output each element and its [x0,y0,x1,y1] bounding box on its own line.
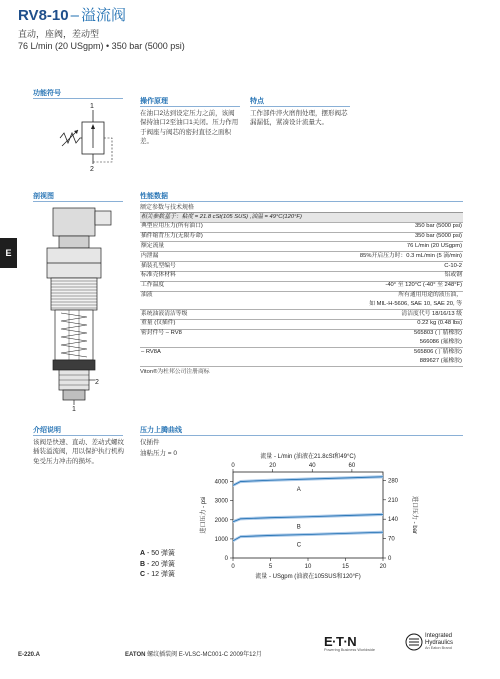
product-subtitle: 直动，座阀，差动型 [18,29,100,39]
spec-row [140,348,463,357]
legend-item-c [140,570,175,581]
divider [33,98,123,99]
ih-line3: An Eaton Brand [425,646,452,651]
spec-label [140,300,263,309]
divider [33,435,123,436]
legend-letter: A [140,550,146,557]
divider [140,435,463,436]
spec-label: – RV8A [141,348,161,355]
y-tick-label: 3000 [214,498,228,505]
graph-intro-line2: 油粘压力 = 0 [140,450,178,457]
page-number: E-220.A [18,652,41,658]
legend-item-b [140,560,175,571]
spec-row [140,222,463,232]
series-label: A [296,487,301,494]
symbol-port-1: 1 [90,103,94,110]
y2-tick-label: 210 [388,497,399,504]
spec-table-wrap [140,213,463,377]
top-tick-label: 0 [231,463,235,469]
title-dash: – [70,7,79,24]
divider [140,201,463,202]
spec-row [140,252,463,262]
description-text: 该阀是快速、直动、差动式螺纹插装溢流阀，用以保护执行机构免受压力冲击的损坏。 [33,439,124,465]
model-number: RV8-10 [18,7,69,24]
spec-label: 标准壳体材料 [140,271,263,281]
spec-label: 插装孔型编号 [140,262,263,272]
spec-value: -40° 至 120°C (-40° 至 248°F) [263,281,463,291]
top-tick-label: 40 [308,463,316,469]
spec-row [140,281,463,291]
spec-value: 85%开启压力时：0.3 mL/min (5 滴/min) [263,252,463,262]
top-axis-label: 流量 - L/min (油液在21.8cSt和49°C) [260,454,356,460]
spec-label: 插件缩背压力(无限寿命) [140,232,263,242]
spec-row [140,310,463,320]
spec-value: 清洁度代号 18/16/13 级 [263,310,463,320]
pressure-curve-section-label: 压力上腾曲线 [140,427,182,434]
operation-section-label: 操作原理 [140,98,168,105]
legend-text: - 20 弹簧 [145,560,176,568]
x-tick-label: 15 [342,564,349,570]
legend-text: - 12 弹簧 [145,571,176,578]
cutaway-port-2: 2 [95,379,99,386]
cutaway-port-1: 1 [72,406,76,413]
cutaway-section-label: 剖视图 [33,193,54,200]
x-axis-label: 流量 - USgpm (油液在105SUS和120°F) [255,574,361,580]
eaton-logo: E·T·N [324,634,357,649]
eaton-tagline: Powering Business Worldwide [324,648,376,652]
performance-section-label: 性能数据 [140,193,168,200]
divider [250,106,350,107]
features-text: 工作部件淬火磨削处理，摆形阀芯漏漏低，紧凑设计流量大。 [250,110,348,127]
spec-label: 典型应用压力(所有油口) [140,222,263,232]
spec-label: 重量 (仅插件) [140,319,263,329]
y2-tick-label: 140 [388,517,399,524]
y-tick-label: 4000 [214,479,228,486]
integrated-hydraulics-logo [425,633,453,650]
legend-letter: C [140,571,146,578]
spec-row [140,357,463,366]
spec-row [140,319,463,329]
spec-value: C-10-2 [263,262,463,272]
spec-label: 额定流量 [140,242,263,252]
footer-doc-text: 螺纹插装阀 E-VLSC-MC001-C 2009年12月 [145,652,262,658]
series-label: C [296,542,302,549]
graph-intro-line1: 仅插件 [140,439,160,446]
spec-label: 密封件号 – RV8 [141,330,182,337]
spring-legend [140,549,175,581]
x-tick-label: 20 [379,564,387,570]
spec-value: 565803 (丁腈橡胶) [413,330,462,337]
spec-table [140,213,463,367]
product-name: 溢流阀 [80,7,126,24]
top-tick-label: 60 [348,463,356,469]
pressure-flow-chart [195,440,470,585]
operation-text: 在油口2达到设定压力之前，该阀保持油口2至油口1关闭。压力作用于阀座与阀芯的密封直径之面积差。 [140,110,239,146]
y2-tick-label: 280 [388,478,399,485]
y-tick-label: 0 [224,556,228,562]
spec-row [140,329,463,338]
y2-axis-label: 进口压力 - bar [411,495,417,535]
x-tick-label: 5 [268,564,273,570]
spec-value: 所有通用用途的液压油， [398,292,462,298]
symbol-section-label: 功能符号 [33,90,61,97]
top-tick-label: 20 [269,463,276,469]
spec-row [140,291,463,300]
spec-row [140,242,463,252]
description-section-label: 介绍说明 [33,427,61,434]
spec-header: 相关参数基于：粘度 = 21.8 cSt(105 SUS) ,油温 = 49°C(120°F) [140,213,463,222]
spec-value: 566086 (氟橡胶) [263,339,463,348]
legend-item-a [140,549,175,560]
product-rating: 76 L/min (20 USgpm) • 350 bar (5000 psi) [18,41,185,51]
spec-value: 565806 (丁腈橡胶) [413,348,462,355]
x-tick-label: 10 [304,564,312,570]
spec-row [140,300,463,309]
symbol-port-2: 2 [90,166,94,173]
spec-value: 76 L/min (20 USgpm) [263,242,463,252]
spec-label [140,357,263,366]
spec-caption: 额定参数与技术规格 [140,205,195,211]
y2-tick-label: 0 [388,556,392,562]
spec-label: 系统油液清洁等级 [140,310,263,320]
footer-doc [125,651,262,659]
spec-label: 油液 [141,292,153,298]
spec-value: 889627 (氟橡胶) [263,357,463,366]
spec-value: 铝或钢 [263,271,463,281]
series-label: B [296,524,301,531]
spec-row [140,262,463,272]
spec-footnote: Viton®为杜邦公司注册商标 [140,369,210,375]
divider [140,106,240,107]
ih-line2: Hydraulics [425,639,454,646]
spec-row [140,339,463,348]
y2-tick-label: 70 [388,536,395,543]
spec-label [140,339,263,348]
spec-label: 内泄漏 [140,252,263,262]
spec-value: 350 bar (5000 psi) [263,222,463,232]
spec-value: 0.22 kg (0.48 lbs) [263,319,463,329]
legend-text: - 50 弹簧 [145,550,176,557]
page-title [18,8,126,23]
spec-value: 350 bar (5000 psi) [263,232,463,242]
footer-brand: EATON [125,652,146,658]
features-section-label: 特点 [250,98,264,105]
spec-label: 工作温度 [140,281,263,291]
cutaway-drawing [35,203,130,413]
spec-row [140,271,463,281]
spec-row [140,232,463,242]
ih-line1: Integrated [425,633,453,639]
spec-header-row [140,213,463,222]
y-tick-label: 2000 [214,517,228,524]
y-tick-label: 1000 [214,536,228,543]
y-axis-label: 进口压力 - psi [201,496,207,534]
x-tick-label: 0 [231,564,235,570]
integrated-hydraulics-icon [405,633,423,651]
hydraulic-symbol [40,100,125,175]
legend-letter: B [140,560,146,568]
divider [33,201,123,202]
spec-value: 如 MIL-H-5606, SAE 10, SAE 20, 等 [263,300,463,309]
section-tab[interactable]: E [0,238,17,268]
